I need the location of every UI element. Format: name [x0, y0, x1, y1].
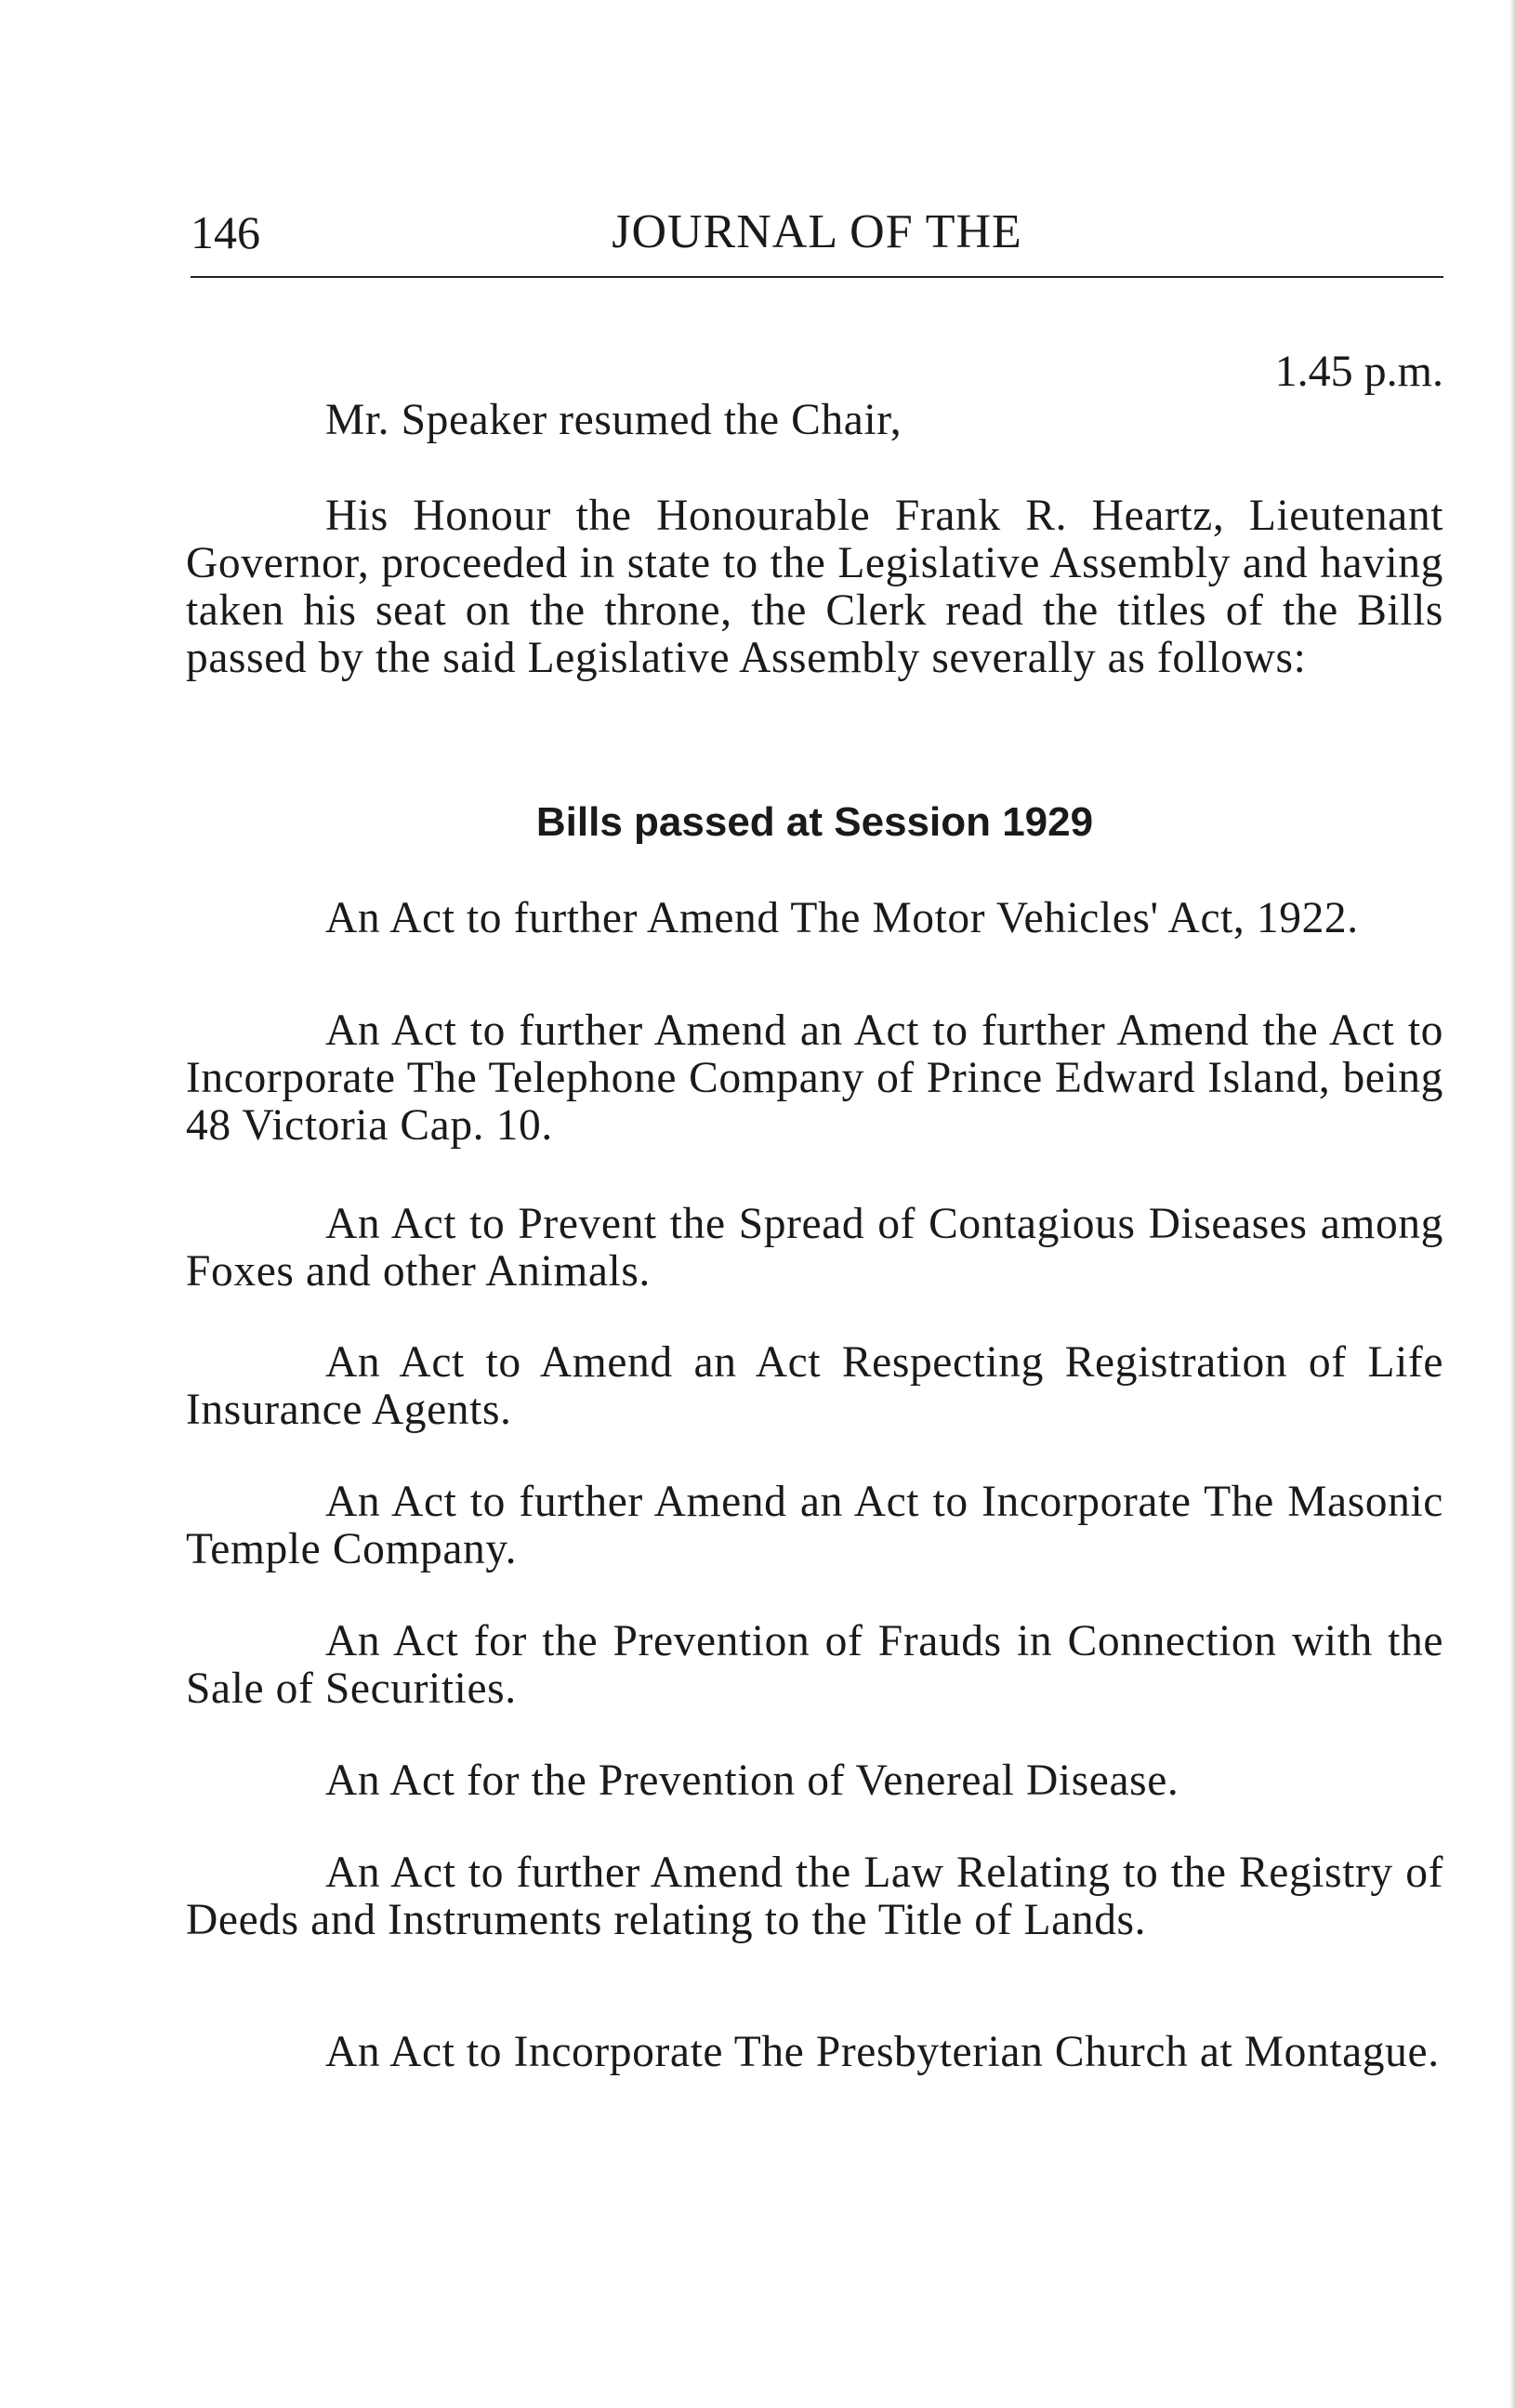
speaker-paragraph-block	[186, 397, 1443, 444]
bill-item	[186, 2029, 1443, 2076]
header-rule	[191, 276, 1443, 278]
page-header	[191, 200, 1443, 265]
running-title: JOURNAL OF THE	[612, 205, 1022, 258]
bill-item	[186, 1201, 1443, 1296]
bill-item	[186, 1757, 1443, 1805]
governor-paragraph: His Honour the Honourable Frank R. Heartz, Lieutenant Governor, proceeded in state to the Legislative Assembly and having taken his seat on the throne, the Clerk read the titles of the Bills passed by the said Legislative Assembly severally as follows:	[186, 492, 1443, 682]
bill-item	[186, 1849, 1443, 1944]
bill-text: An Act to Amend an Act Respecting Registration of Life Insurance Agents.	[186, 1338, 1443, 1434]
bill-text: An Act to further Amend an Act to further Amend the Act to Incorporate The Telephone Company of Prince Edward Island, being 48 Victoria Cap. 10.	[186, 1007, 1443, 1150]
bill-text: An Act to Prevent the Spread of Contagious Diseases among Foxes and other Animals.	[186, 1200, 1443, 1296]
bill-item	[186, 1479, 1443, 1573]
page-number: 146	[191, 206, 260, 258]
bill-item	[186, 1007, 1443, 1150]
bill-text: An Act for the Prevention of Venereal Disease.	[325, 1757, 1179, 1805]
bill-text: An Act to further Amend The Motor Vehicles' Act, 1922.	[325, 894, 1359, 942]
bill-item	[186, 1339, 1443, 1434]
time-stamp: 1.45 p.m.	[1274, 347, 1443, 396]
bill-text: An Act to further Amend an Act to Incorporate The Masonic Temple Company.	[186, 1478, 1443, 1573]
speaker-resumed-paragraph: Mr. Speaker resumed the Chair,	[325, 396, 902, 444]
bill-text: An Act for the Prevention of Frauds in Connection with the Sale of Securities.	[186, 1617, 1443, 1713]
bill-item	[186, 895, 1443, 942]
bill-text: An Act to further Amend the Law Relating to the Registry of Deeds and Instruments relating to the Title of Lands.	[186, 1849, 1443, 1944]
governor-paragraph-block	[186, 493, 1443, 682]
bill-text: An Act to Incorporate The Presbyterian Church at Montague.	[325, 2028, 1440, 2076]
scan-edge	[1509, 0, 1515, 2408]
bill-item	[186, 1618, 1443, 1713]
bills-heading: Bills passed at Session 1929	[535, 799, 1094, 845]
